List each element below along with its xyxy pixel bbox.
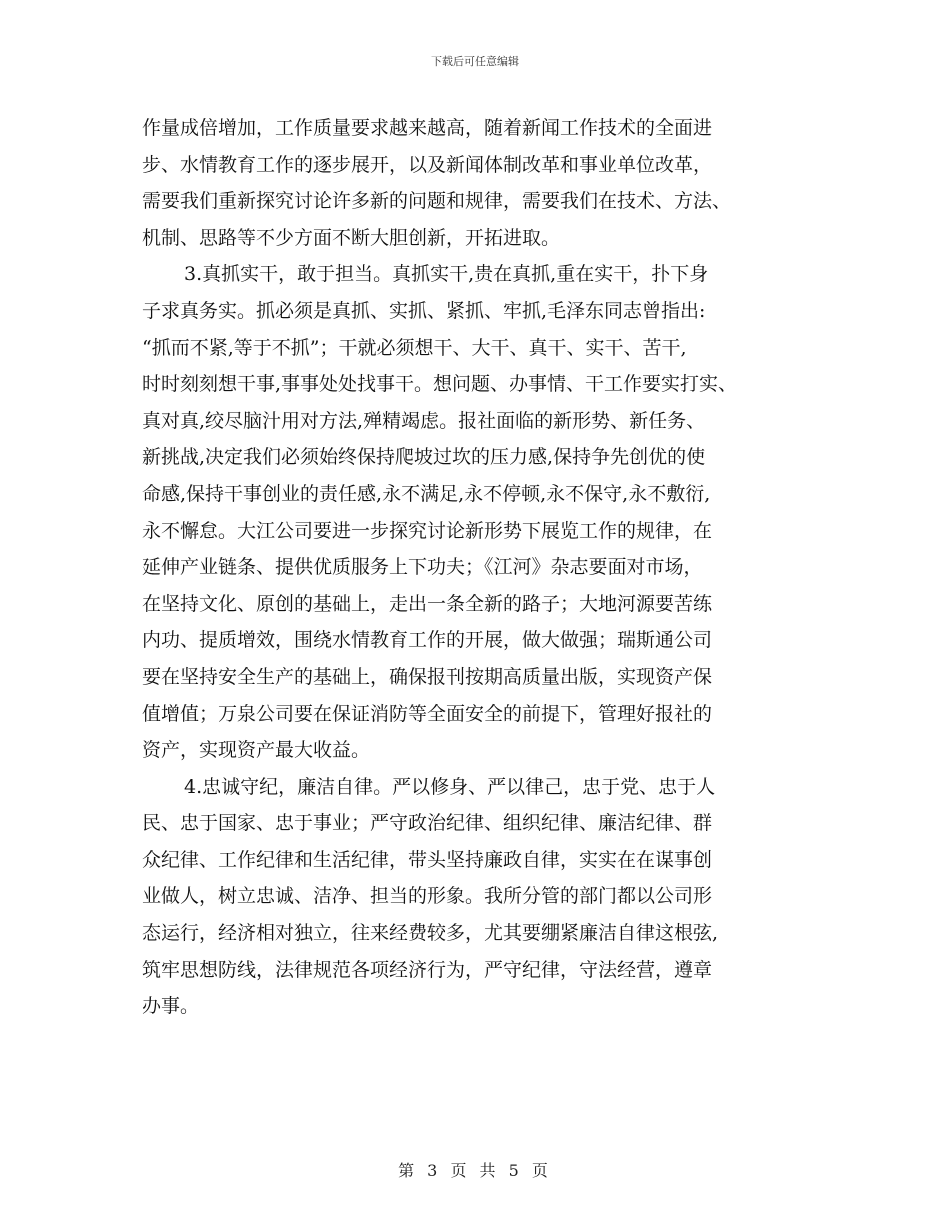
text-line: 作量成倍增加，工作质量要求越来越高，随着新闻工作技术的全面进 (142, 117, 713, 139)
text-line: 要在坚持安全生产的基础上，确保报刊按期高质量出版，实现资产保 (142, 665, 713, 688)
text-line: 资产，实现资产最大收益。 (142, 739, 371, 762)
text-line: “抓而不紧,等于不抓”；干就必须想干、大干、真干、实干、苦干, (142, 336, 687, 359)
text-line: 子求真务实。抓必须是真抓、实抓、紧抓、牢抓,毛泽东同志曾指出: (142, 299, 706, 322)
page-number-footer: 第 3 页 共 5 页 (398, 1161, 552, 1180)
text-line: 众纪律、工作纪律和生活纪律，带头坚持廉政自律，实实在在谋事创 (142, 848, 713, 871)
text-line: 4.忠诚守纪，廉洁自律。严以修身、严以律己，忠于党、忠于人 (184, 775, 716, 798)
text-line: 办事。 (142, 995, 200, 1018)
text-line: 步、水情教育工作的逐步展开，以及新闻体制改革和事业单位改革， (142, 153, 713, 176)
text-line: 筑牢思想防线，法律规范各项经济行为，严守纪律，守法经营，遵章 (142, 958, 713, 981)
text-line: 内功、提质增效，围绕水情教育工作的开展，做大做强；瑞斯通公司 (142, 629, 713, 652)
text-line: 态运行，经济相对独立，往来经费较多，尤其要绷紧廉洁自律这根弦, (142, 922, 719, 945)
text-line: 民、忠于国家、忠于事业；严守政治纪律、组织纪律、廉洁纪律、群 (142, 812, 713, 835)
text-line: 机制、思路等不少方面不断大胆创新，开拓进取。 (142, 226, 561, 249)
text-line: 延伸产业链条、提供优质服务上下功夫；《江河》杂志要面对市场， (142, 556, 703, 579)
text-line: 真对真,绞尽脑汁用对方法,殚精竭虑。报社面临的新形势、新任务、 (142, 409, 706, 432)
document-body (142, 110, 822, 1025)
text-line: 业做人，树立忠诚、洁净、担当的形象。我所分管的部门都以公司形 (142, 885, 713, 908)
text-line: 在坚持文化、原创的基础上，走出一条全新的路子；大地河源要苦练 (142, 592, 713, 615)
text-line: 值增值；万泉公司要在保证消防等全面安全的前提下，管理好报社的 (142, 702, 713, 725)
text-line: 需要我们重新探究讨论许多新的问题和规律，需要我们在技术、方法、 (142, 190, 732, 213)
text-line: 时时刻刻想干事,事事处处找事干。想问题、办事情、干工作要实打实、 (142, 373, 738, 396)
text-line: 3.真抓实干，敢于担当。真抓实干,贵在真抓,重在实干，扑下身 (184, 263, 709, 286)
page-header-note: 下载后可任意编辑 (431, 55, 519, 68)
text-line: 新挑战,决定我们必须始终保持爬坡过坎的压力感,保持争先创优的使 (142, 446, 706, 469)
text-line: 命感,保持干事创业的责任感,永不满足,永不停顿,永不保守,永不敷衍, (142, 482, 711, 505)
text-line: 永不懈怠。大江公司要进一步探究讨论新形势下展览工作的规律，在 (142, 519, 713, 542)
